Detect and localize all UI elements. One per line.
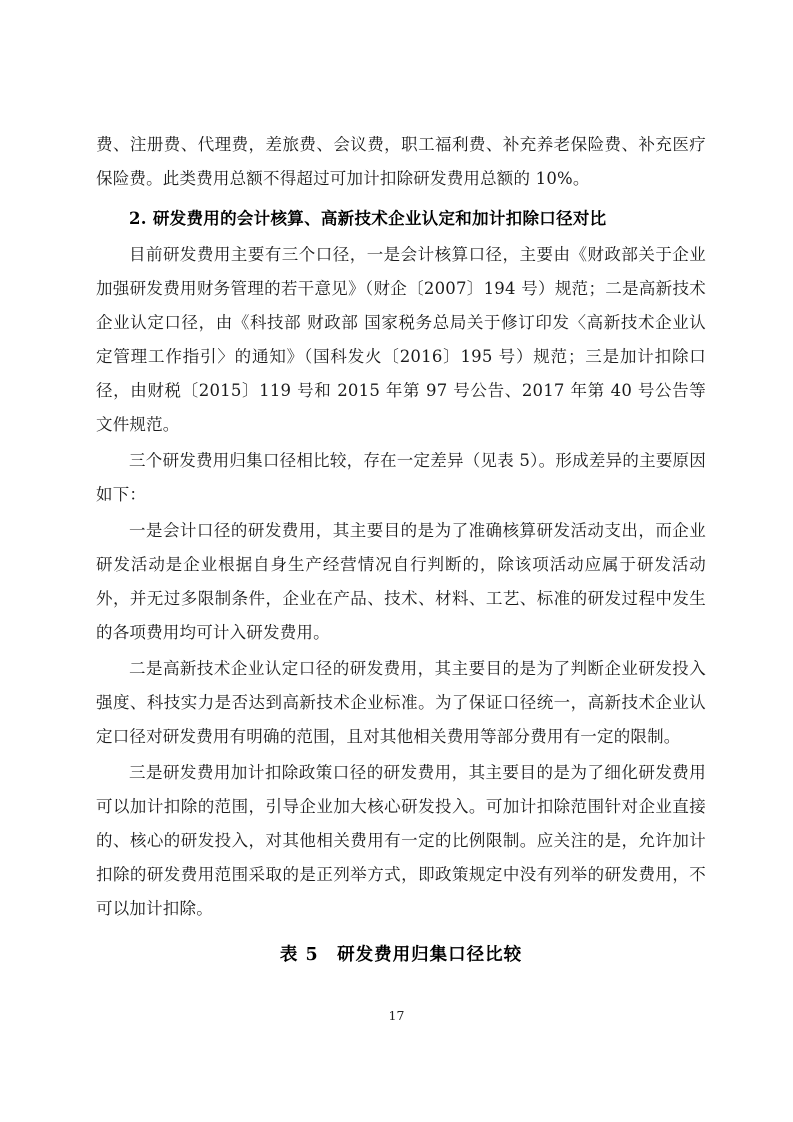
section-heading: 2. 研发费用的会计核算、高新技术企业认定和加计扣除口径对比: [129, 209, 607, 228]
paragraph-reason-three: 三是研发费用加计扣除政策口径的研发费用，其主要目的是为了细化研发费用可以加计扣除的范围，引导企业加大核心研发投入。可加计扣除范围针对企业直接的、核心的研发投入，对其他相关费用有一定的比例限制。应关注的是，允许加计扣除的研发费用范围采取的是正列举方式，即政策规定中没有列举的研发费用，不可以加计扣除。: [96, 763, 706, 918]
paragraph-continuation: 费、注册费、代理费，差旅费、会议费，职工福利费、补充养老保险费、补充医疗保险费。此类费用总额不得超过可加计扣除研发费用总额的 10%。: [96, 135, 706, 188]
page-content: [96, 128, 706, 972]
paragraph-comparison-intro: 三个研发费用归集口径相比较，存在一定差异（见表 5）。形成差异的主要原因如下：: [96, 451, 706, 504]
paragraph-reason-one: 一是会计口径的研发费用，其主要目的是为了准确核算研发活动支出，而企业研发活动是企业根据自身生产经营情况自行判断的，除该项活动应属于研发活动外，并无过多限制条件，企业在产品、技术、材料、工艺、标准的研发过程中发生的各项费用均可计入研发费用。: [96, 521, 706, 642]
paragraph-scope-overview: 目前研发费用主要有三个口径，一是会计核算口径，主要由《财政部关于企业加强研发费用财务管理的若干意见》（财企〔2007〕194 号）规范；二是高新技术企业认定口径，由《科技部 财政部 国家税务总局关于修订印发〈高新技术企业认定管理工作指引〉的通知》（国科发火〔2016〕195 号）规范；三是加计扣除口径，由财税〔2015〕119 号和 2015 年第 97 号公告、2017 年第 40 号公告等文件规范。: [96, 245, 706, 434]
paragraph-reason-two: 二是高新技术企业认定口径的研发费用，其主要目的是为了判断企业研发投入强度、科技实力是否达到高新技术企业标准。为了保证口径统一，高新技术企业认定口径对研发费用有明确的范围，且对其他相关费用等部分费用有一定的限制。: [96, 659, 706, 746]
page-number: 17: [388, 1008, 405, 1023]
table-caption: 表 5 研发费用归集口径比较: [279, 945, 523, 965]
